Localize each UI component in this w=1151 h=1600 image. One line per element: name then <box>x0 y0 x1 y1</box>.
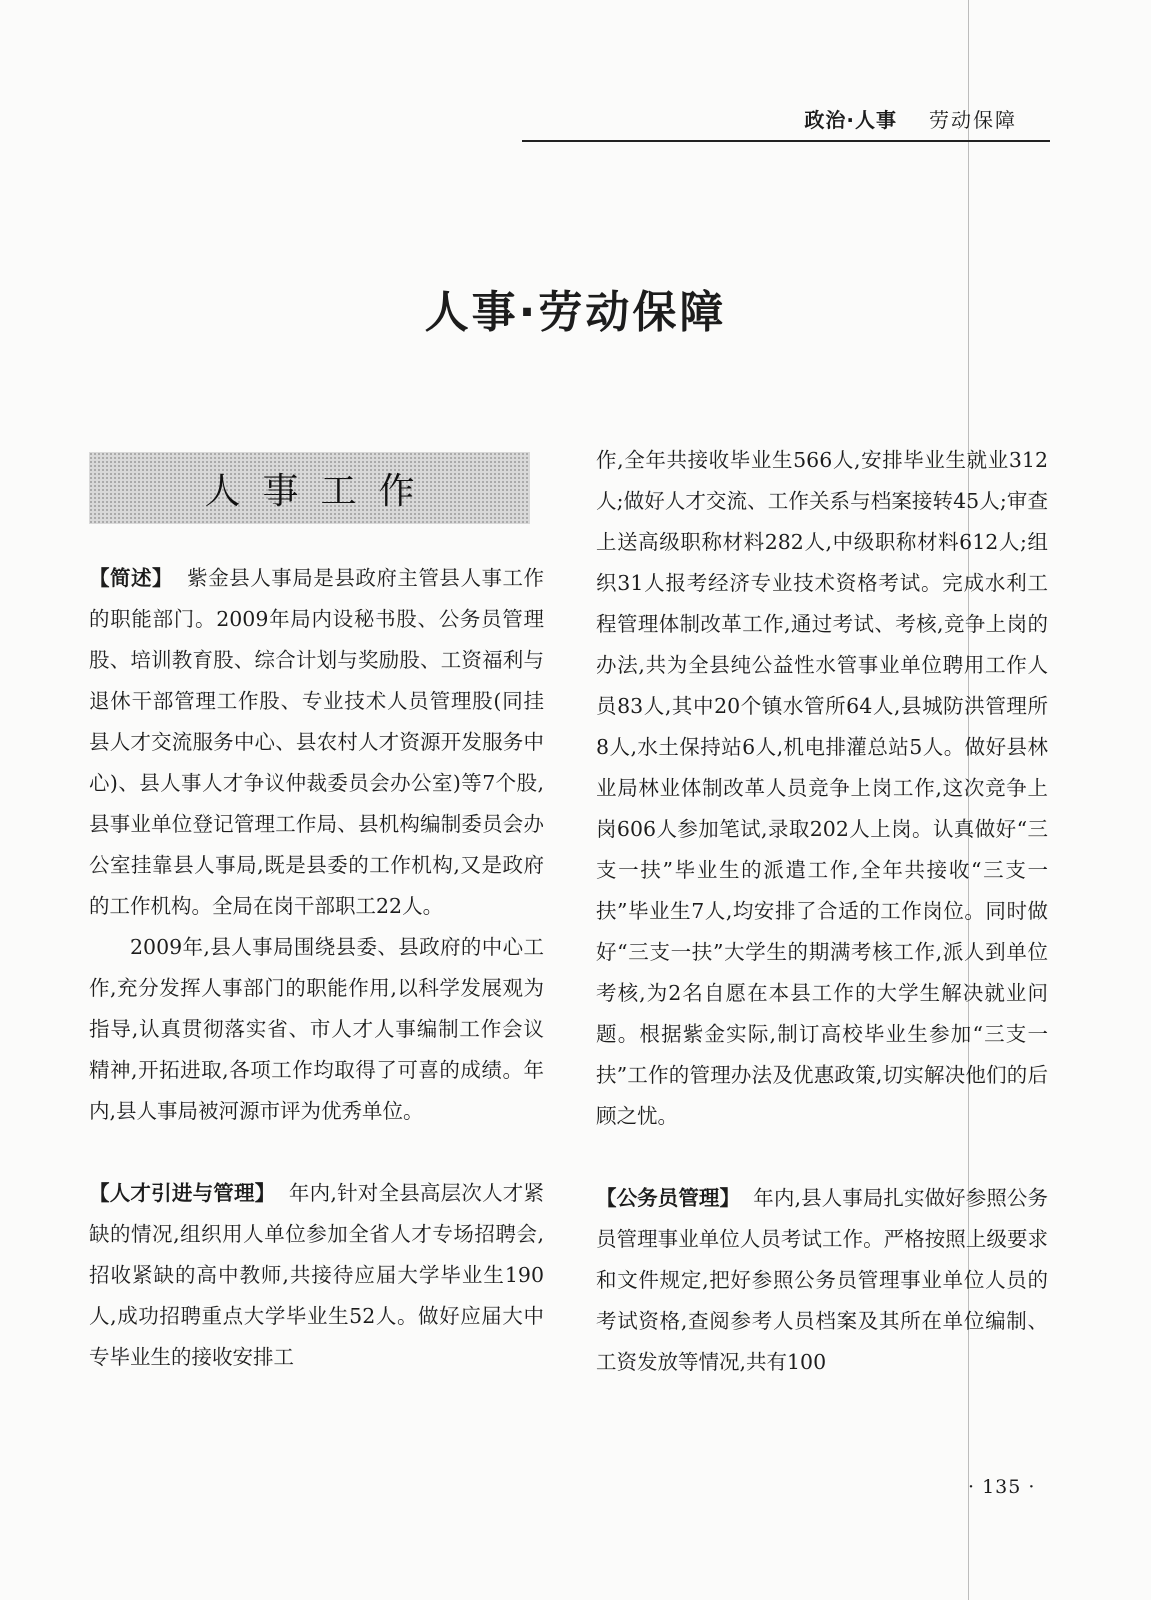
section-title: 人事工作 <box>204 470 437 512</box>
civil-servant-label: 【公务员管理】 <box>596 1186 741 1210</box>
talent-paragraph <box>89 1173 544 1378</box>
section-title-box <box>89 452 530 524</box>
header-rule <box>522 140 1050 142</box>
chapter-title: 人事·劳动保障 <box>424 287 727 338</box>
running-header <box>804 104 1017 133</box>
left-column <box>89 558 544 1378</box>
continued-paragraph: 作,全年共接收毕业生566人,安排毕业生就业312人;做好人才交流、工作关系与档案接转45人;审查上送高级职称材料282人,中级职称材料612人;组织31人报考经济专业技术资格考试。完成水利工程管理体制改革工作,通过考试、考核,竞争上岗的办法,共为全县纯公益性水管事业单位聘用工作人员83人,其中20个镇水管所64人,县城防洪管理所8人,水土保持站6人,机电排灌总站5人。做好县林业局林业体制改革人员竞争上岗工作,这次竞争上岗606人参加笔试,录取202人上岗。认真做好“三支一扶”毕业生的派遣工作,全年共接收“三支一扶”毕业生7人,均安排了合适的工作岗位。同时做好“三支一扶”大学生的期满考核工作,派人到单位考核,为2名自愿在本县工作的大学生解决就业问题。根据紫金实际,制订高校毕业生参加“三支一扶”工作的管理办法及优惠政策,切实解决他们的后顾之忧。 <box>596 448 1048 1128</box>
civil-servant-paragraph <box>596 1178 1048 1383</box>
header-subsection: 劳动保障 <box>929 108 1017 132</box>
talent-label: 【人才引进与管理】 <box>89 1181 276 1205</box>
talent-text: 年内,针对全县高层次人才紧缺的情况,组织用人单位参加全省人才专场招聘会,招收紧缺的高中教师,共接待应届大学毕业生190人,成功招聘重点大学毕业生52人。做好应届大中专毕业生的接收安排工 <box>89 1181 544 1369</box>
page-number: · 135 · <box>968 1476 1036 1498</box>
overview-paragraph <box>89 558 544 927</box>
header-section: 政治·人事 <box>804 108 898 132</box>
civil-servant-text: 年内,县人事局扎实做好参照公务员管理事业单位人员考试工作。严格按照上级要求和文件规定,把好参照公务员管理事业单位人员的考试资格,查阅参考人员档案及其所在单位编制、工资发放等情况,共有100 <box>596 1186 1048 1374</box>
overview-label: 【简述】 <box>89 566 174 590</box>
overview-text: 紫金县人事局是县政府主管县人事工作的职能部门。2009年局内设秘书股、公务员管理股、培训教育股、综合计划与奖励股、工资福利与退休干部管理工作股、专业技术人员管理股(同挂县人才交流服务中心、县农村人才资源开发服务中心)、县人事人才争议仲裁委员会办公室)等7个股,县事业单位登记管理工作局、县机构编制委员会办公室挂靠县人事局,既是县委的工作机构,又是政府的工作机构。全局在岗干部职工22人。 <box>89 566 545 918</box>
right-column <box>596 440 1048 1383</box>
summary-paragraph: 2009年,县人事局围绕县委、县政府的中心工作,充分发挥人事部门的职能作用,以科学发展观为指导,认真贯彻落实省、市人才人事编制工作会议精神,开拓进取,各项工作均取得了可喜的成绩。年内,县人事局被河源市评为优秀单位。 <box>89 935 544 1123</box>
